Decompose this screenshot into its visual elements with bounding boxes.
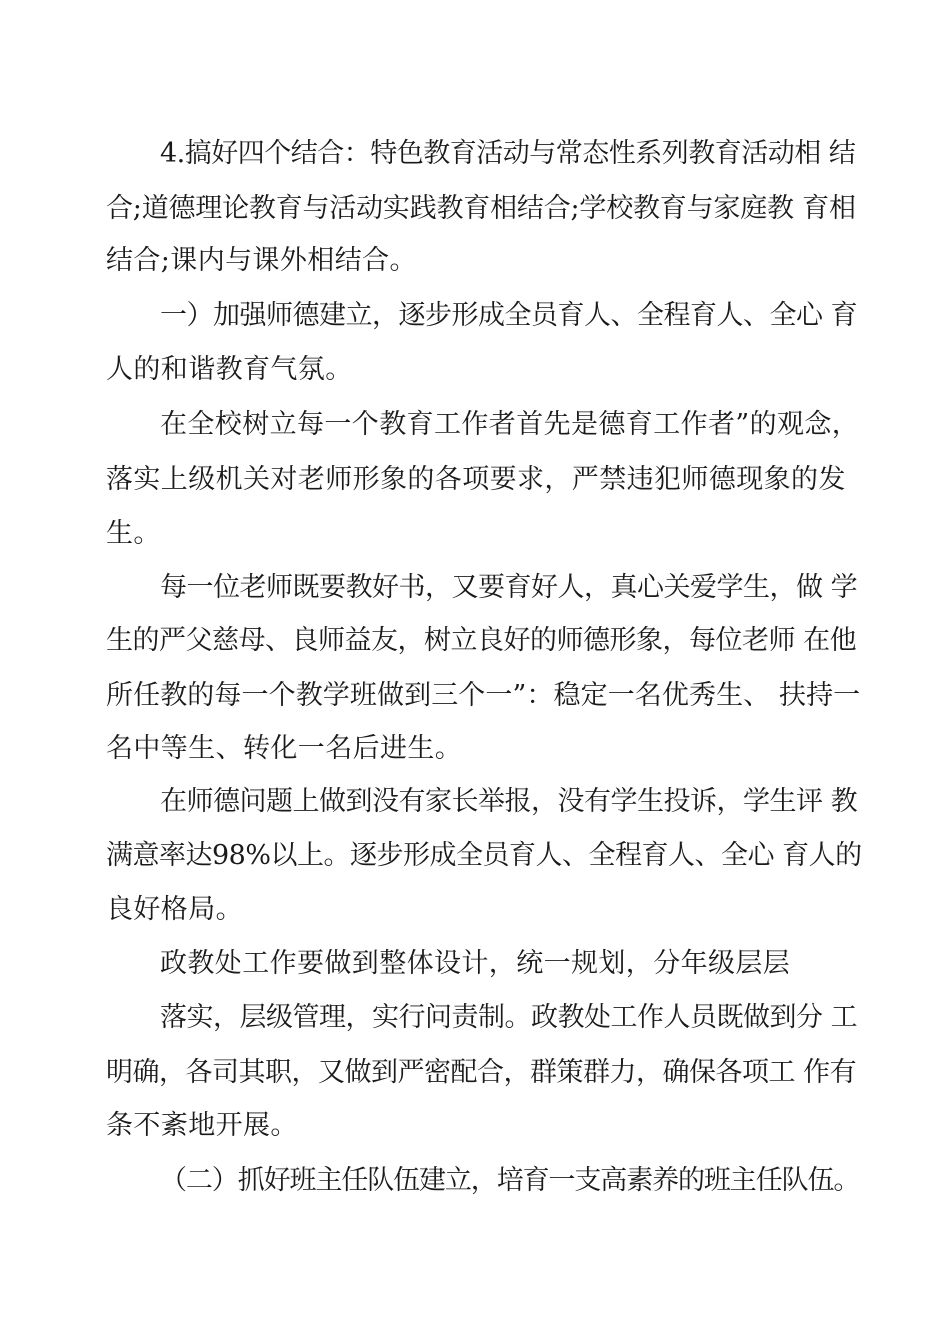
text-line: 良好格局。 [106, 894, 243, 925]
text-line: 名中等生、转化一名后进生。 [106, 733, 463, 764]
text-line: 4.搞好四个结合：特色教育活动与常态性系列教育活动相 结 [160, 138, 856, 169]
text-line: 在全校树立每一个教育工作者首先是德育工作者”的观念， [160, 409, 860, 440]
text-line: 合;道德理论教育与活动实践教育相结合;学校教育与家庭教 育相 [106, 193, 856, 224]
text-line: 满意率达98%以上。逐步形成全员育人、全程育人、全心 育人的 [106, 840, 862, 871]
text-line: 结合;课内与课外相结合。 [106, 245, 417, 276]
text-line: 每一位老师既要教好书，又要育好人，真心关爱学生，做 学 [160, 572, 858, 603]
text-line: 在师德问题上做到没有家长举报，没有学生投诉，学生评 教 [160, 786, 858, 817]
text-line: 条不紊地开展。 [106, 1110, 298, 1141]
text-line: 落实，层级管理，实行问责制。政教处工作人员既做到分 工 [160, 1002, 858, 1033]
text-line: 所任教的每一个教学班做到三个一”：稳定一名优秀生、 扶持一 [106, 680, 861, 711]
text-line: 一）加强师德建立，逐步形成全员育人、全程育人、全心 育 [160, 300, 858, 331]
text-line: 明确，各司其职，又做到严密配合，群策群力，确保各项工 作有 [106, 1057, 857, 1088]
text-line: 人的和谐教育气氛。 [106, 354, 353, 385]
text-line: 生的严父慈母、良师益友，树立良好的师德形象，每位老师 在他 [106, 625, 857, 656]
text-line: 落实上级机关对老师形象的各项要求，严禁违犯师德现象的发 [106, 464, 846, 495]
text-line: 生。 [106, 518, 161, 549]
text-line: （二）抓好班主任队伍建立，培育一支高素养的班主任队伍。 [160, 1165, 860, 1196]
text-line: 政教处工作要做到整体设计，统一规划，分年级层层 [160, 948, 791, 979]
